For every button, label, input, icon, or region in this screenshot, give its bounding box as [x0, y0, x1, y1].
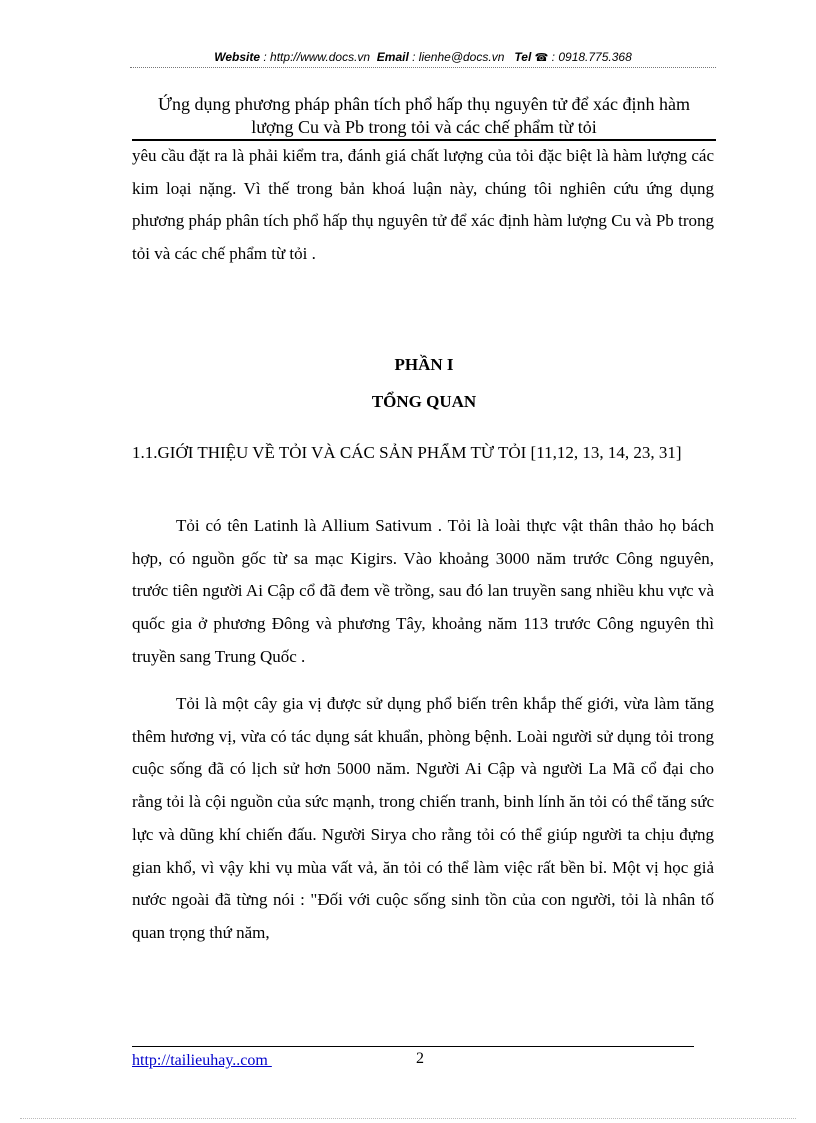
footer-divider — [132, 1046, 694, 1047]
footer-link[interactable]: http://tailieuhay..com — [132, 1052, 272, 1069]
email-label: Email — [376, 50, 409, 64]
website-label: Website — [214, 50, 261, 64]
paragraph-3: Tỏi là một cây gia vị được sử dụng phổ biến trên khắp thế giới, vừa làm tăng thêm hương vị, vừa có tác dụng sát khuẩn, phòng bệnh. Loài người sử dụng tỏi trong cuộc sống đã có lịch sử hơn 5000 năm. Người Ai Cập và người La Mã cổ đại cho rằng tỏi là cội nguồn của sức mạnh, trong chiến tranh, binh lính ăn tỏi có thể tăng sức lực và dũng khí chiến đấu. Người Sirya cho rằng tỏi có thể giúp người ta chịu đựng gian khổ, vì vậy khi vụ mùa vất vả, ăn tỏi có thể làm việc rất bền bỉ. Một vị học giả nước ngoài đã từng nói : "Đối với cuộc sống sinh tồn của con người, tỏi là nhân tố quan trọng thứ năm, — [132, 694, 714, 942]
document-title — [132, 93, 716, 139]
part-subheading: TỔNG QUAN — [371, 392, 477, 411]
website-url[interactable]: http://www.docs.vn — [270, 50, 371, 64]
part-heading: PHẦN I — [394, 355, 454, 374]
tel-value: : 0918.775.368 — [548, 50, 632, 64]
intro-paragraph: yêu cầu đặt ra là phải kiểm tra, đánh giá chất lượng của tỏi đặc biệt là hàm lượng các kim loại nặng. Vì thế trong bản khoá luận này, chúng tôi nghiên cứu ứng dụng phương pháp phân tích phổ hấp thụ nguyên tử để xác định hàm lượng Cu và Pb trong tỏi và các chế phẩm từ tỏi . — [132, 146, 714, 264]
title-line-2: lượng Cu và Pb trong tỏi và các chế phẩm từ tỏi — [251, 117, 597, 137]
section-title: 1.1.GIỚI THIỆU VỀ TỎI VÀ CÁC SẢN PHẨM TỪ TỎI [11,12, 13, 14, 23, 31] — [132, 443, 682, 462]
email-value[interactable]: lienhe@docs.vn — [418, 50, 505, 64]
page-bottom-divider — [20, 1118, 796, 1119]
site-header: Website : http://www.docs.vn Email : lienhe@docs.vn Tel ☎ : 0918.775.368 — [214, 50, 632, 64]
page-number: 2 — [416, 1050, 424, 1067]
title-line-1: Ứng dụng phương pháp phân tích phổ hấp thụ nguyên tử để xác định hàm — [158, 94, 690, 114]
paragraph-2: Tỏi có tên Latinh là Allium Sativum . Tỏi là loài thực vật thân thảo họ bách hợp, có nguồn gốc từ sa mạc Kigirs. Vào khoảng 3000 năm trước Công nguyên, trước tiên người Ai Cập cổ đã đem về trồng, sau đó lan truyền sang nhiều khu vực và quốc gia ở phương Đông và phương Tây, khoảng năm 113 trước Công nguyên thì truyền sang Trung Quốc . — [132, 516, 714, 666]
tel-label: Tel — [514, 50, 532, 64]
phone-icon: ☎ — [534, 52, 549, 64]
header-divider — [130, 67, 716, 68]
